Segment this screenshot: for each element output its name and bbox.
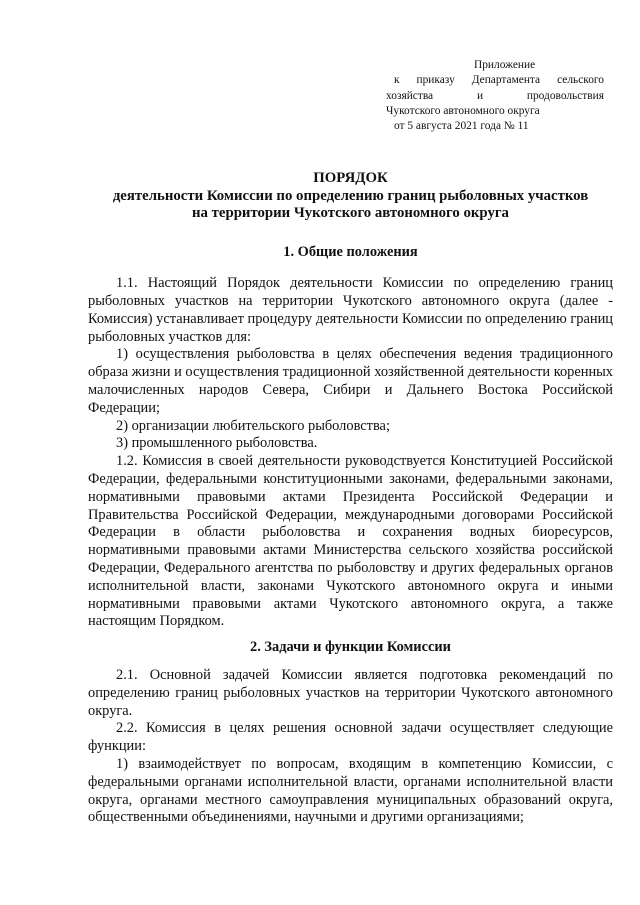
- appendix-line: хозяйства и продовольствия: [386, 89, 604, 102]
- paragraph: 1.2. Комиссия в своей деятельности руководствуется Конституцией Российской Федерации, федеральными конституционными законами, федеральными законами, нормативными правовыми актами Президента Российской Федерации и Правительства Российской Федерации, международными договорами Российской Федерации в области рыболовства и сохранения водных биоресурсов, нормативными правовыми актами Министерства сельского хозяйства российской Федерации, Федерального агентства по рыболовству и других федеральных органов исполнительной власти, законами Чукотского автономного округа и иными нормативными правовыми актами Чукотского автономного округа, а также настоящим Порядком.: [88, 453, 613, 630]
- document-body: [88, 170, 613, 827]
- appendix-date: от 5 августа 2021 года № 11: [394, 120, 529, 133]
- paragraph: 2.2. Комиссия в целях решения основной задачи осуществляет следующие функции:: [88, 720, 613, 755]
- document-subtitle: на территории Чукотского автономного округа: [192, 205, 509, 221]
- document-title: ПОРЯДОК: [313, 170, 388, 186]
- paragraph: 1.1. Настоящий Порядок деятельности Комиссии по определению границ рыболовных участков на территории Чукотского автономного округа (далее - Комиссия) устанавливает процедуру деятельности Комиссии по определению границ рыболовных участков для:: [88, 275, 613, 345]
- list-item: 1) взаимодействует по вопросам, входящим в компетенцию Комиссии, с федеральными органами исполнительной власти, органами исполнительной власти округа, органами местного самоуправления муниципальных образований округа, общественными объединениями, научными и другими организациями;: [88, 756, 613, 826]
- section-heading: 2. Задачи и функции Комиссии: [250, 639, 451, 656]
- appendix-block: [386, 58, 604, 134]
- appendix-line: Чукотского автономного округа: [386, 104, 540, 117]
- list-item: 1) осуществления рыболовства в целях обеспечения ведения традиционного образа жизни и осуществления традиционной хозяйственной деятельности коренных малочисленных народов Севера, Сибири и Дальнего Востока Российской Федерации;: [88, 346, 614, 416]
- list-item: 2) организации любительского рыболовства;: [116, 417, 390, 434]
- list-item: 3) промышленного рыболовства.: [116, 435, 318, 452]
- appendix-title: Приложение: [474, 59, 536, 71]
- section-heading: 1. Общие положения: [283, 243, 418, 260]
- paragraph: 2.1. Основной задачей Комиссии является подготовка рекомендаций по определению границ рыболовных участков на территории Чукотского автономного округа.: [88, 667, 613, 719]
- document-subtitle: деятельности Комиссии по определению границ рыболовных участков: [112, 187, 589, 204]
- appendix-line: к приказу Департамента сельского: [394, 74, 604, 87]
